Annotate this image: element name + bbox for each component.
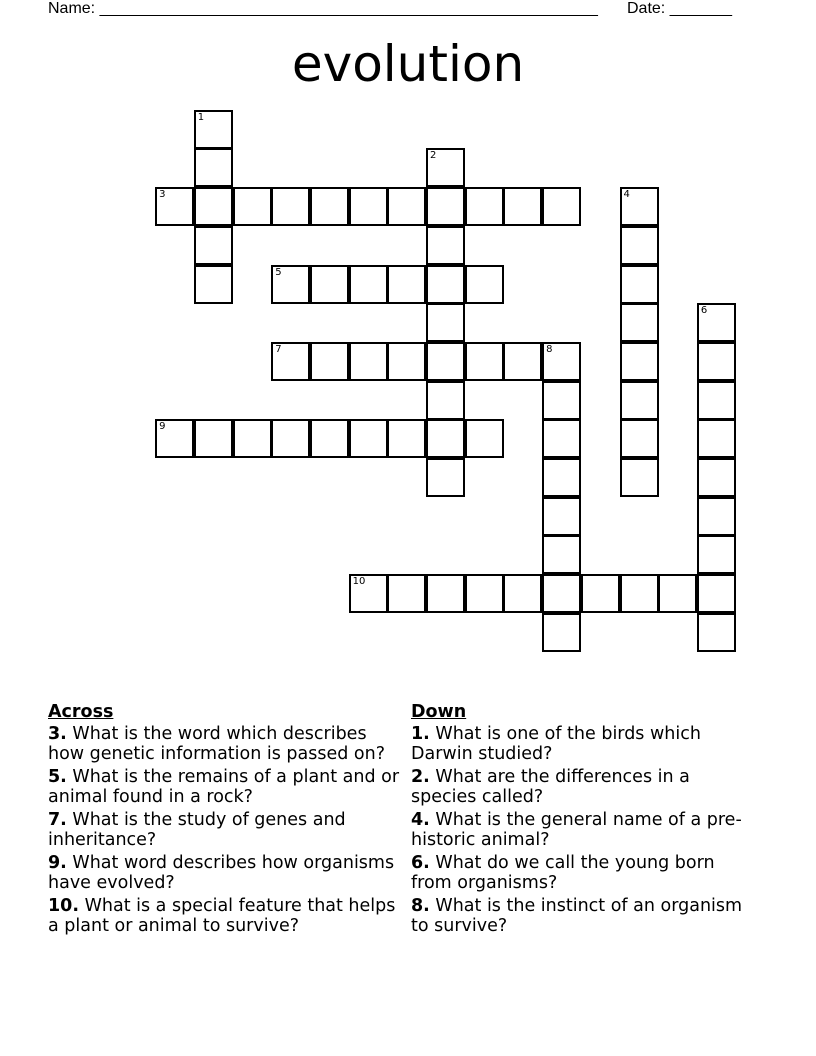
puzzle-title: evolution bbox=[291, 35, 525, 93]
grid-cell[interactable] bbox=[387, 342, 426, 381]
grid-cell[interactable] bbox=[620, 265, 659, 304]
grid-cell[interactable] bbox=[465, 574, 504, 613]
grid-cell[interactable] bbox=[426, 458, 465, 497]
clue-text: What is the study of genes and inheritance? bbox=[48, 810, 346, 850]
grid-cell[interactable] bbox=[426, 187, 465, 226]
grid-cell[interactable] bbox=[194, 187, 233, 226]
grid-cell[interactable] bbox=[349, 419, 388, 458]
grid-cell[interactable] bbox=[271, 419, 310, 458]
grid-cell[interactable] bbox=[387, 419, 426, 458]
grid-cell[interactable] bbox=[697, 574, 736, 613]
grid-cell[interactable] bbox=[620, 187, 659, 226]
date-field-label: Date: _______ bbox=[627, 0, 732, 17]
grid-cell[interactable] bbox=[426, 419, 465, 458]
grid-cell[interactable] bbox=[310, 187, 349, 226]
grid-cell[interactable] bbox=[194, 110, 233, 149]
grid-cell[interactable] bbox=[387, 265, 426, 304]
clue-across-9 bbox=[48, 853, 408, 893]
clue-number: 3. bbox=[48, 724, 67, 744]
grid-cell[interactable] bbox=[465, 419, 504, 458]
clue-number: 7. bbox=[48, 810, 67, 830]
grid-cell[interactable] bbox=[426, 574, 465, 613]
grid-cell[interactable] bbox=[658, 574, 697, 613]
across-clues bbox=[48, 702, 408, 939]
grid-cell[interactable] bbox=[194, 226, 233, 265]
grid-cell[interactable] bbox=[542, 187, 581, 226]
grid-cell[interactable] bbox=[620, 419, 659, 458]
grid-cell[interactable] bbox=[349, 342, 388, 381]
clue-number: 8. bbox=[411, 896, 430, 916]
grid-cell[interactable] bbox=[620, 303, 659, 342]
grid-cell[interactable] bbox=[542, 613, 581, 652]
clue-down-1 bbox=[411, 724, 751, 764]
grid-cell[interactable] bbox=[465, 265, 504, 304]
grid-cell[interactable] bbox=[542, 342, 581, 381]
grid-cell[interactable] bbox=[697, 381, 736, 420]
grid-cell[interactable] bbox=[620, 342, 659, 381]
clue-number-label: 2 bbox=[430, 150, 437, 162]
clue-text: What word describes how organisms have evolved? bbox=[48, 853, 395, 893]
grid-cell[interactable] bbox=[542, 497, 581, 536]
clue-down-6 bbox=[411, 853, 751, 893]
grid-cell[interactable] bbox=[155, 187, 194, 226]
grid-cell[interactable] bbox=[233, 419, 272, 458]
clue-text: What is one of the birds which Darwin studied? bbox=[411, 724, 701, 764]
grid-cell[interactable] bbox=[620, 458, 659, 497]
grid-cell[interactable] bbox=[426, 226, 465, 265]
grid-cell[interactable] bbox=[310, 265, 349, 304]
grid-cell[interactable] bbox=[194, 419, 233, 458]
grid-cell[interactable] bbox=[271, 187, 310, 226]
clue-number-label: 1 bbox=[197, 111, 205, 123]
clue-down-2 bbox=[411, 767, 751, 807]
clue-text: What is the remains of a plant and or animal found in a rock? bbox=[48, 767, 400, 807]
grid-cell[interactable] bbox=[426, 342, 465, 381]
grid-cell[interactable] bbox=[542, 535, 581, 574]
clue-number-label: 8 bbox=[546, 343, 553, 355]
grid-cell[interactable] bbox=[503, 342, 542, 381]
grid-cell[interactable] bbox=[581, 574, 620, 613]
grid-cell[interactable] bbox=[426, 148, 465, 187]
grid-cell[interactable] bbox=[620, 574, 659, 613]
grid-cell[interactable] bbox=[542, 381, 581, 420]
clue-across-10 bbox=[48, 896, 408, 936]
clue-number: 1. bbox=[411, 724, 430, 744]
grid-cell[interactable] bbox=[697, 419, 736, 458]
clue-number-label: 10 bbox=[352, 576, 366, 588]
grid-cell[interactable] bbox=[426, 265, 465, 304]
grid-cell[interactable] bbox=[542, 574, 581, 613]
grid-cell[interactable] bbox=[194, 148, 233, 187]
clue-text: What is a special feature that helps a plant or animal to survive? bbox=[48, 896, 396, 936]
grid-cell[interactable] bbox=[387, 187, 426, 226]
grid-cell[interactable] bbox=[387, 574, 426, 613]
clue-text: What are the differences in a species called? bbox=[411, 767, 690, 807]
grid-cell[interactable] bbox=[233, 187, 272, 226]
grid-cell[interactable] bbox=[697, 458, 736, 497]
grid-cell[interactable] bbox=[542, 419, 581, 458]
grid-cell[interactable] bbox=[697, 535, 736, 574]
grid-cell[interactable] bbox=[503, 574, 542, 613]
grid-cell[interactable] bbox=[194, 265, 233, 304]
grid-cell[interactable] bbox=[620, 381, 659, 420]
clue-number-label: 4 bbox=[623, 189, 630, 201]
clue-text: What is the word which describes how genetic information is passed on? bbox=[48, 724, 386, 764]
grid-cell[interactable] bbox=[503, 187, 542, 226]
clue-number: 10. bbox=[48, 896, 80, 916]
grid-cell[interactable] bbox=[310, 419, 349, 458]
grid-cell[interactable] bbox=[310, 342, 349, 381]
clue-number: 6. bbox=[411, 853, 430, 873]
name-field-label: Name: ________________________________________________________ bbox=[48, 0, 598, 17]
grid-cell[interactable] bbox=[349, 265, 388, 304]
clue-text: What is the instinct of an organism to survive? bbox=[411, 896, 743, 936]
clue-across-3 bbox=[48, 724, 408, 764]
clue-number-label: 6 bbox=[700, 305, 708, 317]
grid-cell[interactable] bbox=[697, 342, 736, 381]
clue-number: 4. bbox=[411, 810, 430, 830]
clue-text: What is the general name of a pre-historic animal? bbox=[411, 810, 742, 850]
clue-down-8 bbox=[411, 896, 751, 936]
grid-cell[interactable] bbox=[349, 187, 388, 226]
clue-number-label: 7 bbox=[275, 343, 282, 355]
grid-cell[interactable] bbox=[465, 342, 504, 381]
grid-cell[interactable] bbox=[542, 458, 581, 497]
clue-number-label: 9 bbox=[159, 421, 166, 433]
grid-cell[interactable] bbox=[426, 303, 465, 342]
grid-cell[interactable] bbox=[155, 419, 194, 458]
grid-cell[interactable] bbox=[620, 226, 659, 265]
clue-number-label: 3 bbox=[159, 189, 166, 201]
clue-down-4 bbox=[411, 810, 751, 850]
clue-text: What do we call the young born from organisms? bbox=[411, 853, 715, 893]
grid-cell[interactable] bbox=[349, 574, 388, 613]
grid-cell[interactable] bbox=[426, 381, 465, 420]
grid-cell[interactable] bbox=[697, 613, 736, 652]
clue-number: 2. bbox=[411, 767, 430, 787]
clue-number: 5. bbox=[48, 767, 67, 787]
clue-number: 9. bbox=[48, 853, 67, 873]
clue-number-label: 5 bbox=[275, 266, 282, 278]
across-heading: Across bbox=[48, 702, 114, 722]
down-clues bbox=[411, 702, 751, 939]
grid-cell[interactable] bbox=[271, 342, 310, 381]
grid-cell[interactable] bbox=[271, 265, 310, 304]
clue-across-5 bbox=[48, 767, 408, 807]
clue-across-7 bbox=[48, 810, 408, 850]
grid-cell[interactable] bbox=[697, 303, 736, 342]
grid-cell[interactable] bbox=[697, 497, 736, 536]
down-heading: Down bbox=[411, 702, 467, 722]
grid-cell[interactable] bbox=[465, 187, 504, 226]
